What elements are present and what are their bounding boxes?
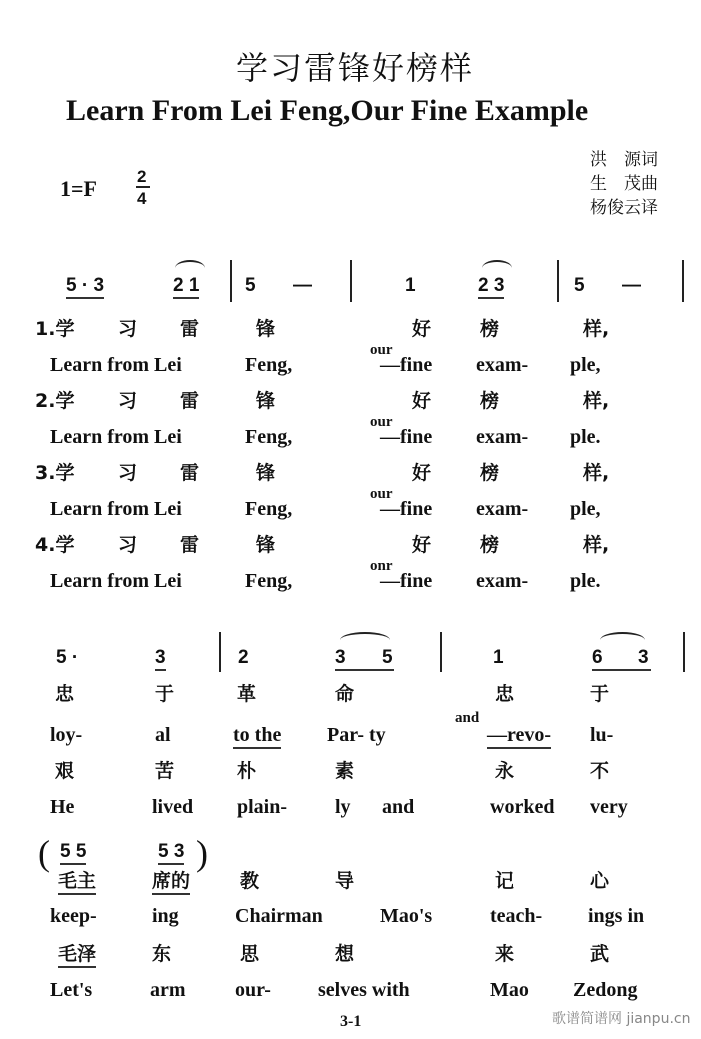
dash: — [293, 275, 312, 296]
note: 5 · 3 [66, 276, 104, 299]
lyric-chinese: 样, [583, 534, 610, 556]
lyric-chinese: 锋 [256, 390, 276, 412]
lyric-english: ple. [570, 570, 601, 592]
time-sig-bottom: 4 [137, 189, 147, 208]
lyric-chinese: 习 [118, 390, 138, 412]
credit-translator: 杨俊云译 [590, 198, 658, 218]
slur [482, 260, 512, 276]
lyric-chinese: 好 [412, 462, 432, 484]
time-sig-top: 2 [137, 167, 147, 186]
lyric-chinese: 习 [118, 462, 138, 484]
lyric-english: ing [152, 905, 179, 927]
lyric-chinese: 苦 [155, 760, 175, 782]
note: 6 [592, 648, 651, 671]
note: 5 [245, 275, 256, 296]
lyric-chinese: 榜 [480, 534, 500, 556]
lyric-english: arm [150, 979, 186, 1001]
lyric-english: —fine [380, 426, 433, 448]
lyric-chinese: 雷 [180, 534, 200, 556]
note: 1 [493, 647, 504, 668]
lyric-english: and [455, 710, 480, 726]
lyric-english: Learn from Lei [50, 354, 182, 376]
lyric-chinese: 想 [335, 943, 355, 965]
note: 2 3 [478, 276, 504, 299]
barline [683, 632, 685, 672]
title-english: Learn From Lei Feng,Our Fine Example [66, 94, 589, 127]
note: 2 [238, 647, 249, 668]
lyric-english: lived [152, 796, 194, 818]
lyric-english: Learn from Lei [50, 498, 182, 520]
note: 5 [574, 275, 585, 296]
lyric-chinese: 雷 [180, 462, 200, 484]
lyric-english: ple, [570, 498, 601, 520]
lyric-english: worked [490, 796, 555, 818]
watermark: 歌谱简谱网 jianpu.cn [552, 1011, 691, 1027]
page-number: 3-1 [340, 1013, 362, 1030]
lyric-english: He [50, 796, 75, 818]
lyric-english: ings in [588, 905, 645, 927]
lyric-english: ple. [570, 426, 601, 448]
lyric-chinese: 3.学 [35, 462, 75, 484]
lyric-chinese: 样, [583, 318, 610, 340]
lyric-english: exam- [476, 426, 529, 448]
lyric-english: ple, [570, 354, 601, 376]
note: 3 [155, 648, 166, 671]
note: 5 3 [158, 842, 184, 865]
note: 3 [335, 648, 394, 671]
note: 5 · [56, 647, 79, 668]
lyric-chinese: 榜 [480, 390, 500, 412]
lyric-chinese: 雷 [180, 390, 200, 412]
lyric-english: Mao [490, 979, 529, 1001]
parenthesis: ) [196, 833, 208, 873]
lyric-english: —fine [380, 354, 433, 376]
note: 5 [382, 647, 393, 668]
dash: — [622, 275, 641, 296]
lyric-english: —fine [380, 498, 433, 520]
lyric-english: Zedong [573, 979, 638, 1001]
lyric-chinese: 样, [583, 390, 610, 412]
note: 3 [638, 647, 649, 668]
slur [340, 632, 390, 648]
lyric-english: loy- [50, 724, 83, 746]
lyric-chinese: 导 [335, 870, 355, 892]
lyric-english-small: our [370, 486, 393, 502]
lyric-chinese: 雷 [180, 318, 200, 340]
barline [350, 260, 352, 302]
lyric-chinese: 锋 [256, 462, 276, 484]
lyric-english: to the [233, 725, 281, 749]
lyric-chinese: 思 [240, 943, 260, 965]
lyric-chinese: 样, [583, 462, 610, 484]
note: 2 1 [173, 276, 199, 299]
lyric-chinese: 习 [118, 534, 138, 556]
barline [557, 260, 559, 302]
lyric-english: ly [335, 796, 351, 818]
lyric-english: and [382, 796, 415, 818]
lyric-english: exam- [476, 570, 529, 592]
lyric-english: —fine [380, 570, 433, 592]
lyric-chinese: 榜 [480, 462, 500, 484]
lyric-english: Learn from Lei [50, 570, 182, 592]
lyric-chinese: 1.学 [35, 318, 75, 340]
lyric-chinese: 来 [495, 943, 515, 965]
lyric-chinese: 榜 [480, 318, 500, 340]
lyric-english: Mao's [380, 905, 433, 927]
lyric-chinese: 毛主 [58, 872, 96, 895]
lyric-english: selves with [318, 979, 410, 1001]
lyric-chinese: 2.学 [35, 390, 75, 412]
lyric-chinese: 于 [590, 683, 610, 705]
lyric-english: exam- [476, 354, 529, 376]
lyric-english-small: our [370, 414, 393, 430]
lyric-chinese: 朴 [237, 760, 257, 782]
lyric-chinese: 好 [412, 390, 432, 412]
lyric-english: Feng, [245, 570, 293, 592]
lyric-english-small: our [370, 342, 393, 358]
lyric-english: Feng, [245, 498, 293, 520]
lyric-english: Par- ty [327, 724, 386, 746]
lyric-chinese: 4.学 [35, 534, 75, 556]
lyric-english: Let's [50, 979, 93, 1001]
time-sig-line [136, 186, 150, 188]
lyric-chinese: 毛泽 [58, 945, 96, 968]
lyric-english: teach- [490, 905, 543, 927]
barline [440, 632, 442, 672]
lyric-english: exam- [476, 498, 529, 520]
lyric-chinese: 命 [335, 683, 355, 705]
lyric-chinese: 锋 [256, 318, 276, 340]
parenthesis: ( [38, 833, 50, 873]
lyric-english-small: onr [370, 558, 393, 574]
lyric-english: lu- [590, 724, 614, 746]
lyric-english: our- [235, 979, 271, 1001]
lyric-english: Feng, [245, 426, 293, 448]
barline [230, 260, 232, 302]
lyric-chinese: 教 [240, 870, 260, 892]
lyric-english: keep- [50, 905, 97, 927]
slur [175, 260, 205, 276]
lyric-chinese: 锋 [256, 534, 276, 556]
lyric-chinese: 习 [118, 318, 138, 340]
note: 1 [405, 275, 416, 296]
lyric-chinese: 席的 [152, 872, 190, 895]
barline [219, 632, 221, 672]
slur [600, 632, 645, 648]
lyric-chinese: 忠 [55, 683, 75, 705]
lyric-chinese: 艰 [55, 760, 75, 782]
lyric-english: Feng, [245, 354, 293, 376]
lyric-english: Chairman [235, 905, 323, 927]
lyric-chinese: 革 [237, 683, 257, 705]
lyric-chinese: 东 [152, 943, 172, 965]
lyric-chinese: 好 [412, 318, 432, 340]
key-signature: 1=F [60, 176, 97, 201]
title-chinese: 学习雷锋好榜样 [236, 49, 475, 87]
lyric-chinese: 好 [412, 534, 432, 556]
lyric-chinese: 不 [590, 760, 610, 782]
lyric-chinese: 素 [335, 760, 355, 782]
lyric-english: —revo- [487, 725, 551, 749]
note: 5 5 [60, 842, 86, 865]
lyric-chinese: 永 [495, 760, 515, 782]
lyric-chinese: 心 [590, 870, 610, 892]
lyric-english: al [155, 724, 171, 746]
barline [682, 260, 684, 302]
lyric-chinese: 武 [590, 943, 610, 965]
lyric-chinese: 忠 [495, 683, 515, 705]
credit-lyricist: 洪 源词 [590, 150, 658, 170]
lyric-english: Learn from Lei [50, 426, 182, 448]
lyric-english: very [590, 796, 628, 818]
lyric-chinese: 记 [495, 870, 515, 892]
lyric-english: plain- [237, 796, 288, 818]
credit-composer: 生 茂曲 [590, 174, 658, 194]
lyric-chinese: 于 [155, 683, 175, 705]
